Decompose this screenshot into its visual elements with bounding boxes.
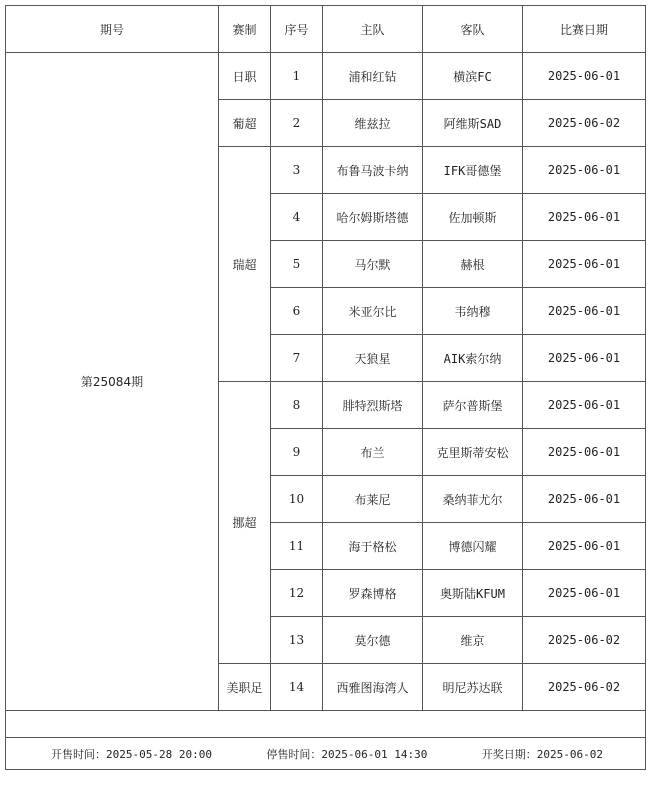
home-team-cell: 米亚尔比 [323,288,423,335]
header-league: 赛制 [219,6,271,53]
footer-info [6,746,645,762]
index-cell: 8 [271,382,323,429]
match-date-cell: 2025-06-01 [523,570,646,617]
away-team-cell: 桑纳菲尤尔 [423,476,523,523]
home-team-cell: 布鲁马波卡纳 [323,147,423,194]
index-cell: 6 [271,288,323,335]
header-away: 客队 [423,6,523,53]
home-team-cell: 西雅图海湾人 [323,664,423,711]
league-cell: 挪超 [219,382,271,664]
schedule-table [5,5,646,770]
match-date-cell: 2025-06-02 [523,100,646,147]
match-date-cell: 2025-06-01 [523,288,646,335]
home-team-cell: 海于格松 [323,523,423,570]
away-team-cell: 萨尔普斯堡 [423,382,523,429]
league-cell: 日职 [219,53,271,100]
away-team-cell: 韦纳穆 [423,288,523,335]
header-date: 比赛日期 [523,6,646,53]
match-date-cell: 2025-06-01 [523,335,646,382]
away-team-cell: 赫根 [423,241,523,288]
home-team-cell: 天狼星 [323,335,423,382]
index-cell: 2 [271,100,323,147]
match-date-cell: 2025-06-01 [523,476,646,523]
footer-row [6,738,646,770]
sale-start-time: 开售时间：2025-05-28 20:00 [51,747,212,761]
league-cell: 美职足 [219,664,271,711]
away-team-cell: 克里斯蒂安松 [423,429,523,476]
match-date-cell: 2025-06-01 [523,429,646,476]
index-cell: 11 [271,523,323,570]
away-team-cell: 博德闪耀 [423,523,523,570]
header-period: 期号 [6,6,219,53]
index-cell: 13 [271,617,323,664]
match-date-cell: 2025-06-01 [523,194,646,241]
header-index: 序号 [271,6,323,53]
home-team-cell: 浦和红钻 [323,53,423,100]
match-date-cell: 2025-06-01 [523,147,646,194]
home-team-cell: 布兰 [323,429,423,476]
index-cell: 10 [271,476,323,523]
match-date-cell: 2025-06-02 [523,617,646,664]
away-team-cell: 佐加顿斯 [423,194,523,241]
away-team-cell: 阿维斯SAD [423,100,523,147]
period-cell: 第25084期 [6,53,219,711]
index-cell: 1 [271,53,323,100]
blank-row [6,711,646,738]
away-team-cell: 横滨FC [423,53,523,100]
footer-cell [6,738,646,770]
header-row [6,6,646,53]
home-team-cell: 马尔默 [323,241,423,288]
index-cell: 3 [271,147,323,194]
index-cell: 5 [271,241,323,288]
away-team-cell: 明尼苏达联 [423,664,523,711]
sale-stop-time: 停售时间：2025-06-01 14:30 [266,747,428,761]
index-cell: 9 [271,429,323,476]
index-cell: 4 [271,194,323,241]
index-cell: 14 [271,664,323,711]
away-team-cell: 奥斯陆KFUM [423,570,523,617]
home-team-cell: 维兹拉 [323,100,423,147]
home-team-cell: 哈尔姆斯塔德 [323,194,423,241]
away-team-cell: AIK索尔纳 [423,335,523,382]
home-team-cell: 罗森博格 [323,570,423,617]
index-cell: 7 [271,335,323,382]
blank-cell [6,711,646,738]
home-team-cell: 腓特烈斯塔 [323,382,423,429]
draw-date: 开奖日期：2025-06-02 [481,747,603,761]
away-team-cell: IFK哥德堡 [423,147,523,194]
match-date-cell: 2025-06-01 [523,382,646,429]
match-date-cell: 2025-06-02 [523,664,646,711]
match-date-cell: 2025-06-01 [523,523,646,570]
match-date-cell: 2025-06-01 [523,241,646,288]
index-cell: 12 [271,570,323,617]
header-home: 主队 [323,6,423,53]
match-date-cell: 2025-06-01 [523,53,646,100]
home-team-cell: 布莱尼 [323,476,423,523]
away-team-cell: 维京 [423,617,523,664]
league-cell: 葡超 [219,100,271,147]
league-cell: 瑞超 [219,147,271,382]
table-row [6,53,646,100]
home-team-cell: 莫尔德 [323,617,423,664]
